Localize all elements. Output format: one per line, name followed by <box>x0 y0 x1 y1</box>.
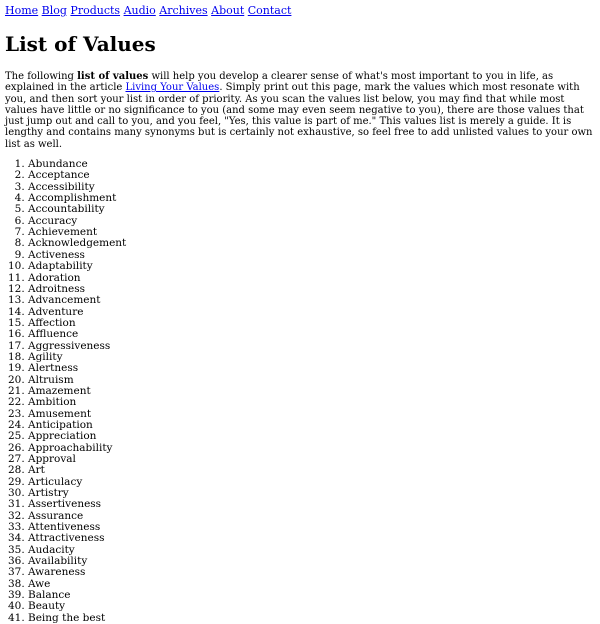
intro-paragraph <box>5 71 595 150</box>
value-list-item: 5. Accountability <box>28 204 595 215</box>
nav-link-blog[interactable]: Blog <box>41 4 67 17</box>
value-list-item: 26. Approachability <box>28 443 595 454</box>
intro-bold-phrase: list of values <box>77 71 149 82</box>
value-list-item: 16. Affluence <box>28 329 595 340</box>
nav-link-products[interactable]: Products <box>70 4 121 17</box>
value-list-item: 30. Artistry <box>28 488 595 499</box>
value-list-item: 22. Ambition <box>28 397 595 408</box>
value-list-item: 27. Approval <box>28 454 595 465</box>
value-list-item: 25. Appreciation <box>28 431 595 442</box>
value-list-item: 23. Amusement <box>28 409 595 420</box>
nav-link-contact[interactable]: Contact <box>247 4 292 17</box>
value-list-item: 9. Activeness <box>28 250 595 261</box>
intro-text-end: . Simply print out this page, mark the values which most resonate with you, and then sort your list in order of priority. As you scan the values list below, you may find that while most values have little or no significance to you (and some may even seem negative to you), there are those values that just jump out and call to you, and you feel, "Yes, this value is part of me." This values list is merely a guide. It is lengthy and contains many synonyms but is certainly not exhaustive, so feel free to add unlisted values to your own list as well. <box>5 82 593 150</box>
nav-link-audio[interactable]: Audio <box>123 4 156 17</box>
value-list-item: 14. Adventure <box>28 307 595 318</box>
value-list-item: 10. Adaptability <box>28 261 595 272</box>
value-list-item: 40. Beauty <box>28 601 595 612</box>
value-list-item: 8. Acknowledgement <box>28 238 595 249</box>
value-list-item: 7. Achievement <box>28 227 595 238</box>
value-list-item: 12. Adroitness <box>28 284 595 295</box>
value-list-item: 32. Assurance <box>28 511 595 522</box>
value-list-item: 41. Being the best <box>28 613 595 624</box>
value-list-item: 35. Audacity <box>28 545 595 556</box>
value-list-item: 19. Alertness <box>28 363 595 374</box>
value-list-item: 4. Accomplishment <box>28 193 595 204</box>
value-list-item: 38. Awe <box>28 579 595 590</box>
value-list-item: 20. Altruism <box>28 375 595 386</box>
value-list-item: 1. Abundance <box>28 159 595 170</box>
value-list-item: 3. Accessibility <box>28 182 595 193</box>
value-list-item: 28. Art <box>28 465 595 476</box>
intro-text-start: The following <box>5 71 78 82</box>
value-list-item: 31. Assertiveness <box>28 499 595 510</box>
value-list-item: 11. Adoration <box>28 273 595 284</box>
value-list-item: 36. Availability <box>28 556 595 567</box>
value-list-item: 34. Attractiveness <box>28 533 595 544</box>
value-list-item: 15. Affection <box>28 318 595 329</box>
page-title: List of Values <box>5 32 156 56</box>
value-list-item: 39. Balance <box>28 590 595 601</box>
value-list-item: 29. Articulacy <box>28 477 595 488</box>
nav-link-about[interactable]: About <box>211 4 245 17</box>
value-list-item: 37. Awareness <box>28 567 595 578</box>
living-your-values-link[interactable]: Living Your Values <box>125 82 220 94</box>
top-nav <box>5 4 595 17</box>
value-list-item: 13. Advancement <box>28 295 595 306</box>
nav-link-home[interactable]: Home <box>5 4 39 17</box>
value-list-item: 2. Acceptance <box>28 170 595 181</box>
value-list-item: 6. Accuracy <box>28 216 595 227</box>
value-list-item: 21. Amazement <box>28 386 595 397</box>
value-list-item: 33. Attentiveness <box>28 522 595 533</box>
nav-link-archives[interactable]: Archives <box>159 4 208 17</box>
intro-text-middle: will help you develop a clearer sense of what's most important to you in life, as explained in the article <box>5 71 554 94</box>
value-list-item: 24. Anticipation <box>28 420 595 431</box>
value-list-item: 17. Aggressiveness <box>28 341 595 352</box>
value-list-item: 18. Agility <box>28 352 595 363</box>
values-list <box>5 159 595 624</box>
